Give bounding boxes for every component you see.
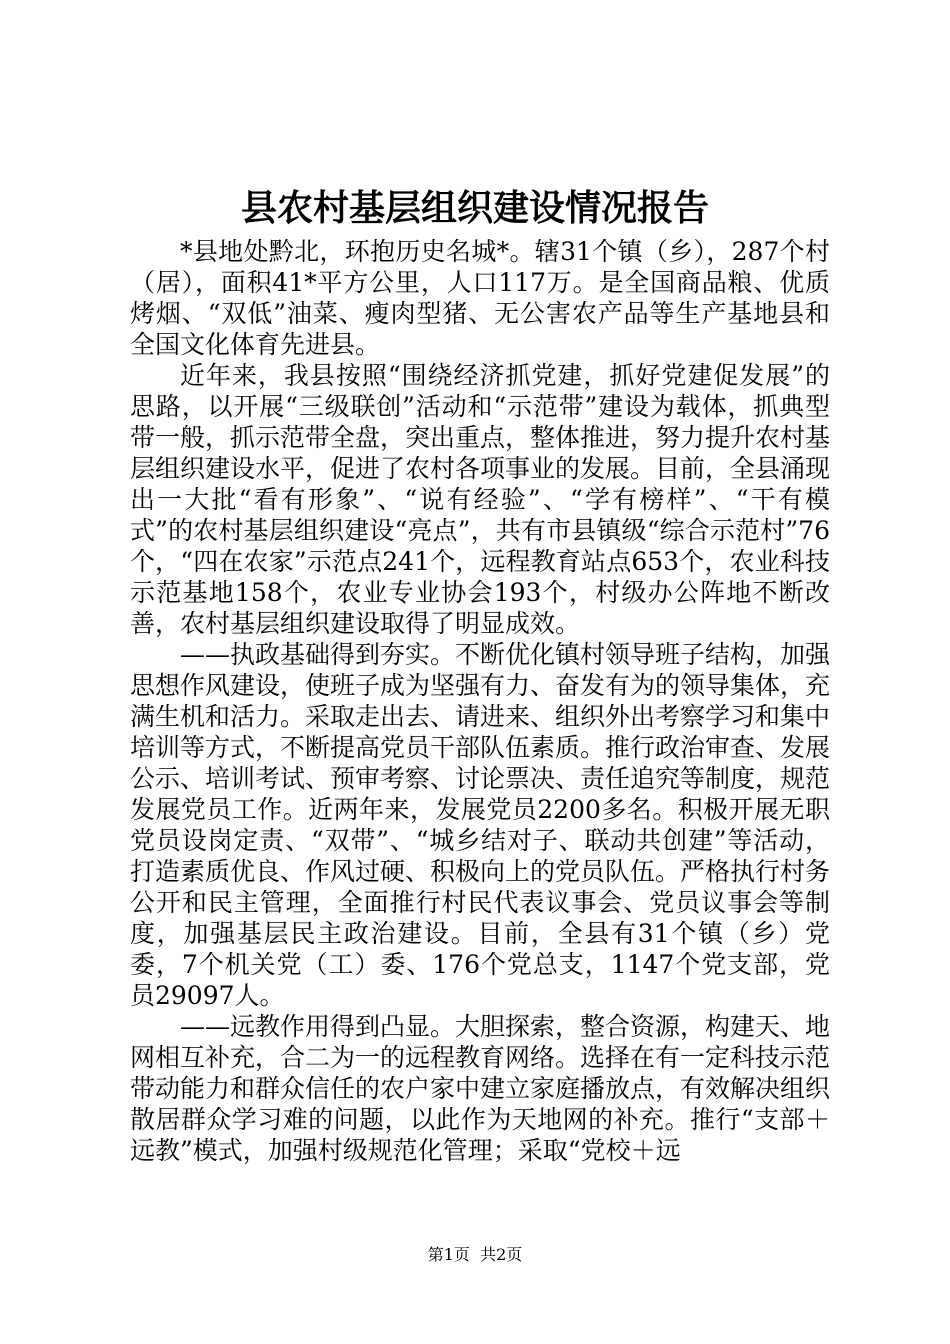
document-body (130, 236, 830, 1166)
paragraph-governance: ——执政基础得到夯实。不断优化镇村领导班子结构，加强思想作风建设，使班子成为坚强有力、奋发有为的领导集体，充满生机和活力。采取走出去、请进来、组织外出考察学习和集中培训等方式，不断提高党员干部队伍素质。推行政治审查、发展公示、培训考试、预审考察、讨论票决、责任追究等制度，规范发展党员工作。近两年来，发展党员2200多名。积极开展无职党员设岗定责、“双带”、“城乡结对子、联动共创建”等活动，打造素质优良、作风过硬、积极向上的党员队伍。严格执行村务公开和民主管理，全面推行村民代表议事会、党员议事会等制度，加强基层民主政治建设。目前，全县有31个镇（乡）党委，7个机关党（工）委、176个党总支，1147个党支部，党员29097人。 (130, 640, 831, 1010)
page-number: 第1页 (427, 1245, 470, 1264)
paragraph-remote-education: ——远教作用得到凸显。大胆探索，整合资源，构建天、地网相互补充，合二为一的远程教育网络。选择在有一定科技示范带动能力和群众信任的农户家中建立家庭播放点，有效解决组织散居群众学习难的问题，以此作为天地网的补充。推行“支部＋远教”模式，加强村级规范化管理；采取“党校＋远 (130, 1012, 831, 1165)
page-footer (0, 1245, 950, 1265)
paragraph-intro: *县地处黔北，环抱历史名城*。辖31个镇（乡），287个村（居），面积41*平方公里，人口117万。是全国商品粮、优质烤烟、“双低”油菜、瘦肉型猪、无公害农产品等生产基地县和全国文化体育先进县。 (130, 237, 830, 359)
paragraph-overview: 近年来，我县按照“围绕经济抓党建，抓好党建促发展”的思路，以开展“三级联创”活动和“示范带”建设为载体，抓典型带一般，抓示范带全盘，突出重点，整体推进，努力提升农村基层组织建设水平，促进了农村各项事业的发展。目前，全县涌现出一大批“看有形象”、“说有经验”、“学有榜样”、“干有模式”的农村基层组织建设“亮点”，共有市县镇级“综合示范村”76个，“四在农家”示范点241个，远程教育站点653个，农业科技示范基地158个，农业专业协会193个，村级办公阵地不断改善，农村基层组织建设取得了明显成效。 (130, 361, 831, 638)
document-title: 县农村基层组织建设情况报告 (240, 187, 709, 229)
page-total: 共2页 (480, 1245, 523, 1264)
